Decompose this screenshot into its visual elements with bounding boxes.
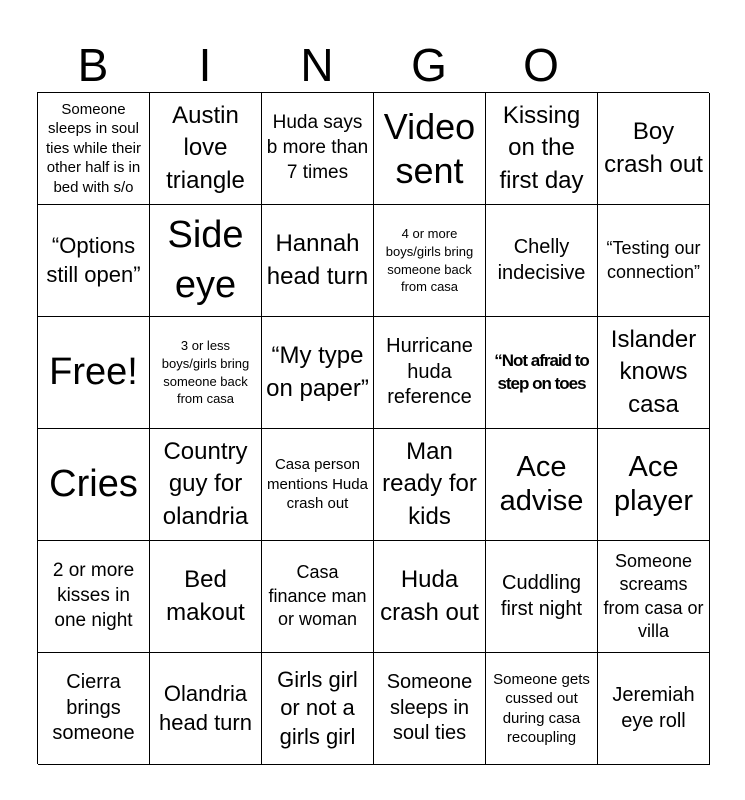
cell-text: “Testing our connection” <box>606 238 701 282</box>
bingo-cell[interactable] <box>150 429 262 541</box>
bingo-cell[interactable] <box>150 205 262 317</box>
bingo-cell[interactable] <box>598 653 710 765</box>
bingo-grid <box>37 92 709 764</box>
cell-text: Hannah head turn <box>266 230 369 290</box>
bingo-cell[interactable] <box>262 93 374 205</box>
header-letter-g: G <box>411 39 447 91</box>
bingo-cell[interactable] <box>38 541 150 653</box>
header-letter-b: B <box>77 39 109 91</box>
cell-text: Boy crash out <box>604 118 703 178</box>
bingo-cell[interactable] <box>374 429 486 541</box>
cell-text: Country guy for olandria <box>162 437 249 530</box>
cell-text: Bed makout <box>166 566 245 626</box>
cell-text: Cierra brings someone <box>52 671 135 745</box>
cell-text: Video sent <box>383 106 476 191</box>
cell-text: Huda says b more than 7 times <box>266 112 369 183</box>
cell-text: Someone screams from casa or villa <box>603 550 704 641</box>
cell-text: 2 or more kisses in one night <box>52 560 135 631</box>
cell-text: Free! <box>49 350 138 393</box>
cell-text: Side eye <box>167 214 244 306</box>
cell-text: Someone gets cussed out during casa recoupling <box>493 670 590 746</box>
cell-text: Islander knows casa <box>610 325 697 418</box>
cell-text: Jeremiah eye roll <box>612 683 695 732</box>
bingo-cell[interactable] <box>150 93 262 205</box>
bingo-cell[interactable] <box>374 653 486 765</box>
bingo-header <box>37 38 709 92</box>
bingo-cell[interactable] <box>598 93 710 205</box>
bingo-cell[interactable] <box>38 653 150 765</box>
cell-text: 3 or less boys/girls bring someone back from casa <box>161 338 250 407</box>
bingo-cell[interactable] <box>486 653 598 765</box>
header-spacer <box>597 38 709 92</box>
bingo-cell[interactable] <box>598 429 710 541</box>
bingo-cell[interactable] <box>598 205 710 317</box>
cell-text: Huda crash out <box>380 566 479 626</box>
bingo-cell[interactable] <box>150 541 262 653</box>
bingo-cell[interactable] <box>486 317 598 429</box>
cell-text: Austin love triangle <box>166 101 245 194</box>
cell-text: Ace advise <box>499 451 584 517</box>
cell-text: Casa finance man or woman <box>268 562 367 630</box>
cell-text: Someone sleeps in soul ties <box>386 671 473 745</box>
bingo-cell[interactable] <box>262 317 374 429</box>
header-letter-i: I <box>198 39 212 91</box>
bingo-cell-free[interactable] <box>38 317 150 429</box>
bingo-cell[interactable] <box>486 429 598 541</box>
bingo-cell[interactable] <box>598 317 710 429</box>
bingo-cell[interactable] <box>38 429 150 541</box>
cell-text: Chelly indecisive <box>497 235 586 284</box>
cell-text: Someone sleeps in soul ties while their other half is in bed with s/o <box>45 100 142 196</box>
cell-text: “My type on paper” <box>266 342 369 402</box>
bingo-cell[interactable] <box>486 541 598 653</box>
bingo-cell[interactable] <box>262 653 374 765</box>
bingo-cell[interactable] <box>374 541 486 653</box>
bingo-cell[interactable] <box>486 93 598 205</box>
cell-text: Cries <box>49 462 138 505</box>
bingo-cell[interactable] <box>486 205 598 317</box>
cell-text: Girls girl or not a girls girl <box>277 666 358 749</box>
cell-text: “Not afraid to step on toes <box>494 351 589 393</box>
bingo-cell[interactable] <box>374 205 486 317</box>
cell-text: Man ready for kids <box>382 437 477 530</box>
bingo-cell[interactable] <box>374 317 486 429</box>
bingo-cell[interactable] <box>38 205 150 317</box>
bingo-cell[interactable] <box>262 541 374 653</box>
cell-text: Casa person mentions Huda crash out <box>267 456 368 513</box>
header-letter-o: O <box>523 39 559 91</box>
cell-text: Cuddling first night <box>500 571 583 620</box>
bingo-cell[interactable] <box>374 93 486 205</box>
bingo-cell[interactable] <box>38 93 150 205</box>
cell-text: Ace player <box>614 451 693 517</box>
header-letter-n: N <box>300 39 334 91</box>
cell-text: Hurricane huda reference <box>386 335 473 409</box>
bingo-cell[interactable] <box>262 429 374 541</box>
bingo-cell[interactable] <box>598 541 710 653</box>
cell-text: 4 or more boys/girls bring someone back from casa <box>385 226 474 295</box>
cell-text: “Options still open” <box>46 232 141 287</box>
bingo-cell[interactable] <box>150 317 262 429</box>
cell-text: Kissing on the first day <box>499 101 584 194</box>
bingo-cell[interactable] <box>150 653 262 765</box>
cell-text: Olandria head turn <box>159 680 252 735</box>
bingo-cell[interactable] <box>262 205 374 317</box>
